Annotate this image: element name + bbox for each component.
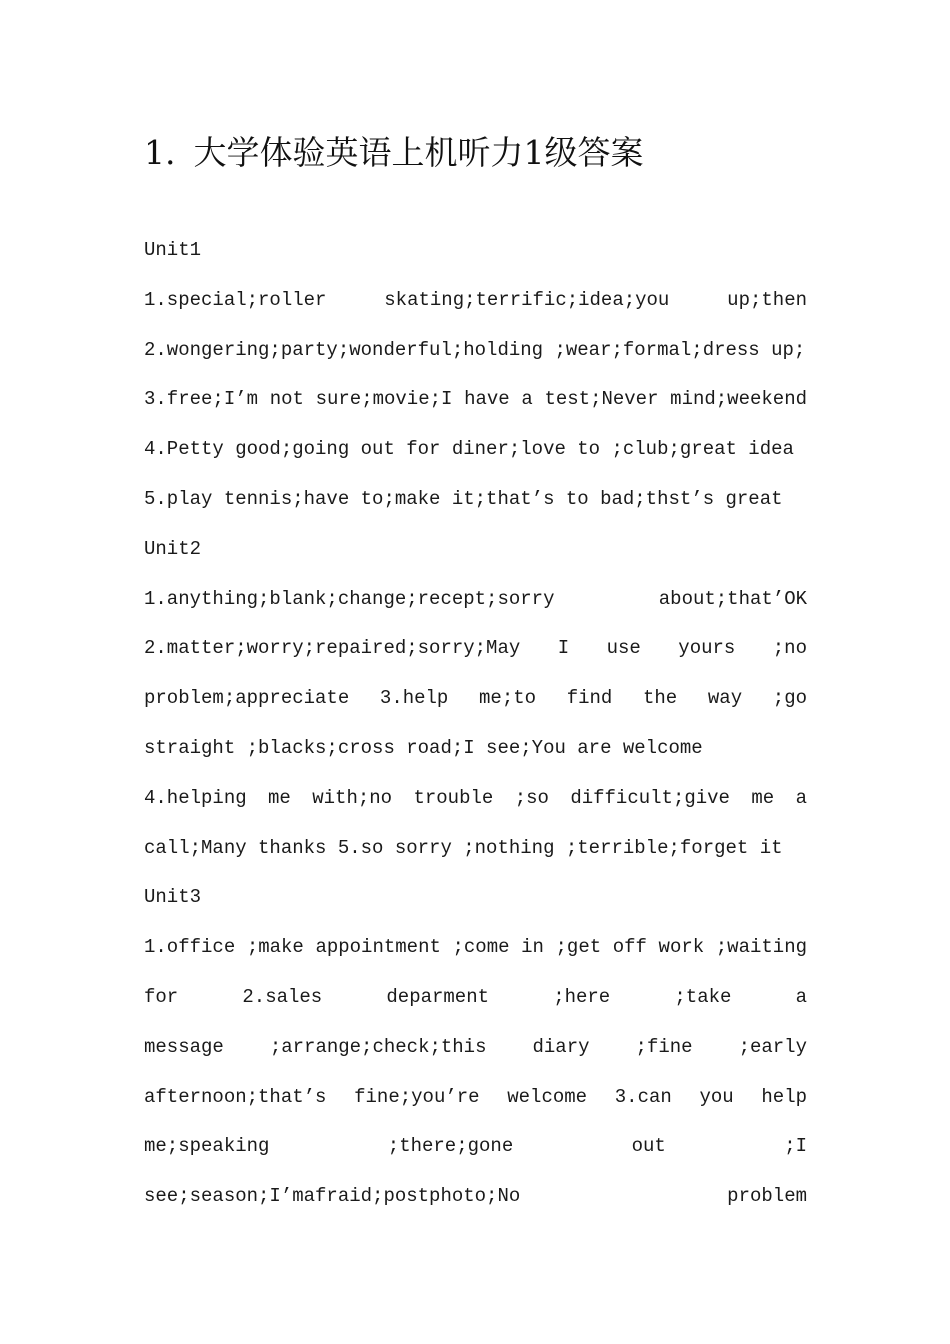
answer-body: [144, 226, 807, 1222]
text-line: see;season;I’mafraid;postphoto;No problem: [144, 1185, 807, 1208]
text-line: 1.special;roller skating;terrific;idea;you up;then: [144, 288, 807, 311]
text-line: 2.matter;worry;repaired;sorry;May I use yours ;no: [144, 637, 807, 660]
text-line: afternoon;that’s fine;you’re welcome 3.can you help: [144, 1085, 807, 1108]
text-line: 1.office ;make appointment ;come in ;get off work ;waiting: [144, 936, 807, 959]
text-line: message ;arrange;check;this diary ;fine ;early: [144, 1035, 807, 1058]
text-line: 2.wongering;party;wonderful;holding ;wear;formal;dress up;: [144, 338, 806, 361]
text-line: straight ;blacks;cross road;I see;You are welcome: [144, 736, 703, 759]
text-line: me;speaking ;there;gone out ;I: [144, 1135, 807, 1158]
text-line: Unit2: [144, 537, 202, 560]
text-line: Unit3: [144, 886, 202, 909]
text-line: 1.anything;blank;change;recept;sorry about;that’OK: [144, 587, 807, 610]
text-line: 4.helping me with;no trouble ;so difficult;give me a: [144, 786, 807, 809]
title-number: 1.: [144, 133, 176, 172]
text-line: call;Many thanks 5.so sorry ;nothing ;terrible;forget it: [144, 836, 783, 859]
text-line: for 2.sales deparment ;here ;take a: [144, 985, 807, 1008]
text-line: 4.Petty good;going out for diner;love to ;club;great idea: [144, 438, 794, 461]
text-line: 3.free;I’m not sure;movie;I have a test;Never mind;weekend: [144, 388, 807, 411]
text-line: problem;appreciate 3.help me;to find the way ;go: [144, 687, 807, 710]
text-line: 5.play tennis;have to;make it;that’s to bad;thst’s great: [144, 487, 783, 510]
title-text: 大学体验英语上机听力1级答案: [193, 133, 644, 172]
document-title: [144, 128, 644, 178]
text-line: Unit1: [144, 239, 202, 261]
